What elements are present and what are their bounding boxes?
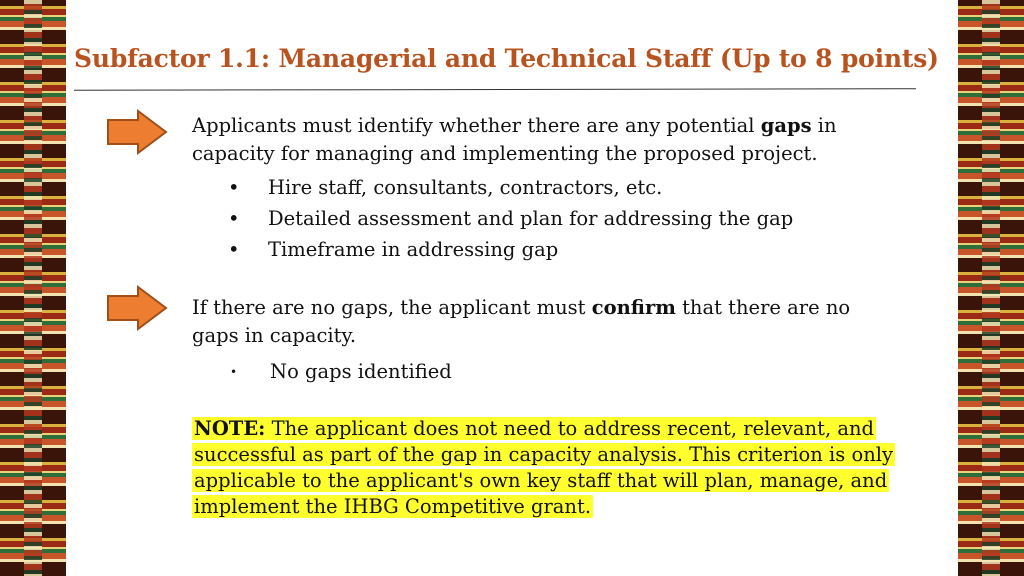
confirm-keyword: confirm — [591, 296, 676, 319]
bullet-icon: • — [230, 365, 238, 379]
list-item: • No gaps identified — [192, 356, 882, 387]
slide-title: Subfactor 1.1: Managerial and Technical Staff (Up to 8 points) — [74, 44, 939, 73]
decorative-border-right — [958, 0, 1024, 576]
arrow-right-icon — [106, 109, 168, 155]
list-item: • Hire staff, consultants, contractors, etc. — [192, 172, 882, 203]
note-highlight — [192, 417, 895, 518]
note-text: The applicant does not need to address recent, relevant, and successful as part of the gap in capacity analysis. This criterion is only applicable to the applicant's own key staff that will plan, manage, and implement the IHBG Competitive grant. — [194, 417, 894, 518]
gaps-section — [192, 112, 882, 265]
gaps-bullet-list — [192, 172, 882, 265]
bullet-icon: • — [228, 207, 240, 230]
note-box — [192, 416, 912, 520]
bullet-icon: • — [228, 176, 240, 199]
note-label: NOTE: — [194, 417, 266, 440]
no-gaps-bullet-list — [192, 356, 882, 387]
no-gaps-intro-text: If there are no gaps, the applicant must — [192, 296, 592, 319]
gaps-keyword: gaps — [760, 114, 812, 137]
gaps-intro-text: Applicants must identify whether there are any potential — [192, 114, 761, 137]
list-item: • Timeframe in addressing gap — [192, 234, 882, 265]
decorative-border-left — [0, 0, 66, 576]
gaps-intro-rest: in capacity for managing and implementing the proposed project. — [192, 114, 837, 165]
no-gaps-section — [192, 294, 882, 387]
arrow-right-icon — [106, 285, 168, 331]
list-item: • Detailed assessment and plan for addressing the gap — [192, 203, 882, 234]
title-underline — [74, 88, 916, 90]
no-gaps-intro-rest: that there are no gaps in capacity. — [192, 296, 851, 347]
bullet-icon: • — [228, 238, 240, 261]
